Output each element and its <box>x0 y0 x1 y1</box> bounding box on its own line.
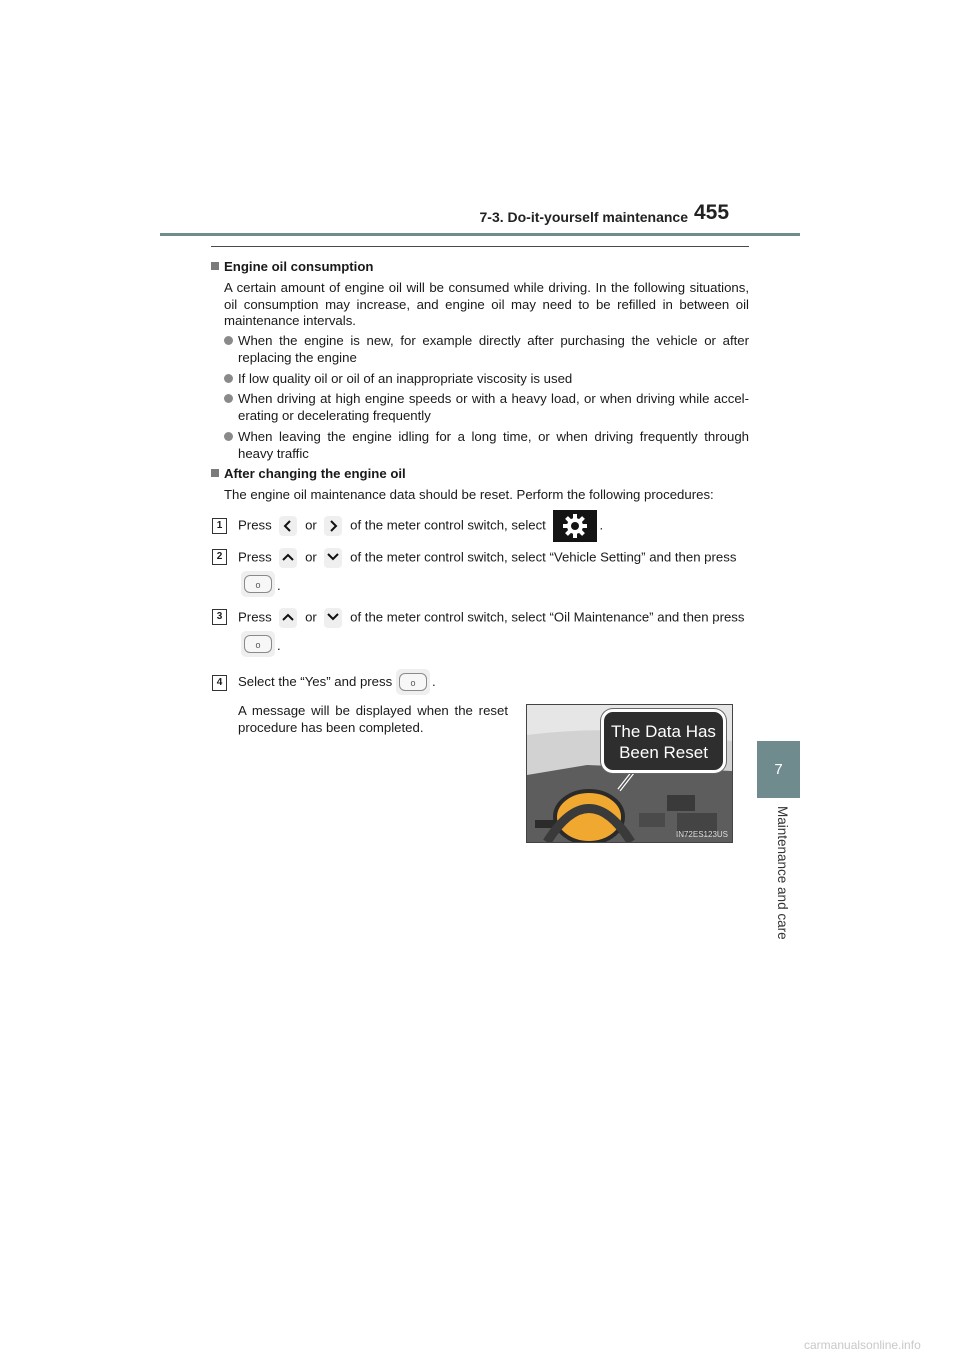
step-3-text: Press or of the meter control switch, select “Oil Maintenance” and then press <box>238 608 744 628</box>
step-4-note: A message will be displayed when the reset procedure has been completed. <box>238 703 508 735</box>
circle-bullet-icon <box>224 432 233 441</box>
header-rule <box>160 233 800 236</box>
step-4-text: Select the “Yes” and press <box>238 674 393 689</box>
list-item: When leaving the engine idling for a long time, or when driving frequently through heavy traffic <box>238 429 749 462</box>
square-bullet-icon <box>211 469 219 477</box>
step-2-period: . <box>277 578 281 593</box>
gear-icon <box>553 510 597 542</box>
circle-bullet-icon <box>224 374 233 383</box>
chevron-down-icon <box>324 608 342 628</box>
ok-button-icon: o <box>396 669 430 695</box>
content-top-rule <box>211 246 749 247</box>
step-4-period: . <box>432 674 436 689</box>
step-number: 2 <box>212 549 227 565</box>
list-item: If low quality oil or oil of an inappropriate viscosity is used <box>238 371 749 388</box>
chevron-down-icon <box>324 548 342 568</box>
circle-bullet-icon <box>224 336 233 345</box>
footer-watermark: carmanualsonline.info <box>804 1338 921 1352</box>
circle-bullet-icon <box>224 394 233 403</box>
list-item: When the engine is new, for example directly after purchasing the vehicle or after replacing the engine <box>238 333 749 366</box>
chapter-label: Maintenance and care <box>775 806 790 940</box>
reset-message-bubble <box>601 709 726 773</box>
step-number: 4 <box>212 675 227 691</box>
section-heading-text: Engine oil consumption <box>224 259 374 274</box>
dashboard-illustration <box>526 704 733 843</box>
section-heading-oil-consumption <box>211 259 373 276</box>
chapter-tab: 7 <box>757 741 800 798</box>
step-number: 3 <box>212 609 227 625</box>
page-number: 455 <box>694 201 730 224</box>
header-section-title: 7-3. Do-it-yourself maintenance <box>479 209 688 225</box>
figure-id: IN72ES123US <box>675 830 728 839</box>
chevron-up-icon <box>279 548 297 568</box>
step-number: 1 <box>212 518 227 534</box>
step-3-period: . <box>277 638 281 653</box>
after-oil-change-intro: The engine oil maintenance data should be reset. Perform the following procedures: <box>224 487 714 502</box>
ok-button-icon: o <box>241 631 275 657</box>
list-item: When driving at high engine speeds or with a heavy load, or when driving while accel-erating or decelerating frequently <box>238 391 749 424</box>
square-bullet-icon <box>211 262 219 270</box>
chevron-right-icon <box>324 516 342 536</box>
message-line-2: Been Reset <box>619 743 708 762</box>
section-heading-after-oil-change <box>211 466 406 483</box>
message-line-1: The Data Has <box>611 722 716 741</box>
oil-consumption-intro: A certain amount of engine oil will be consumed while driving. In the following situations, oil consumption may increase, and engine oil may need to be refilled in between oil maintenance intervals. <box>224 280 749 328</box>
section-heading-text: After changing the engine oil <box>224 466 406 481</box>
chevron-up-icon <box>279 608 297 628</box>
ok-button-icon: o <box>241 571 275 597</box>
step-1-text: Press or of the meter control switch, select . <box>238 510 603 542</box>
chevron-left-icon <box>279 516 297 536</box>
step-2-text: Press or of the meter control switch, select “Vehicle Setting” and then press <box>238 548 736 568</box>
